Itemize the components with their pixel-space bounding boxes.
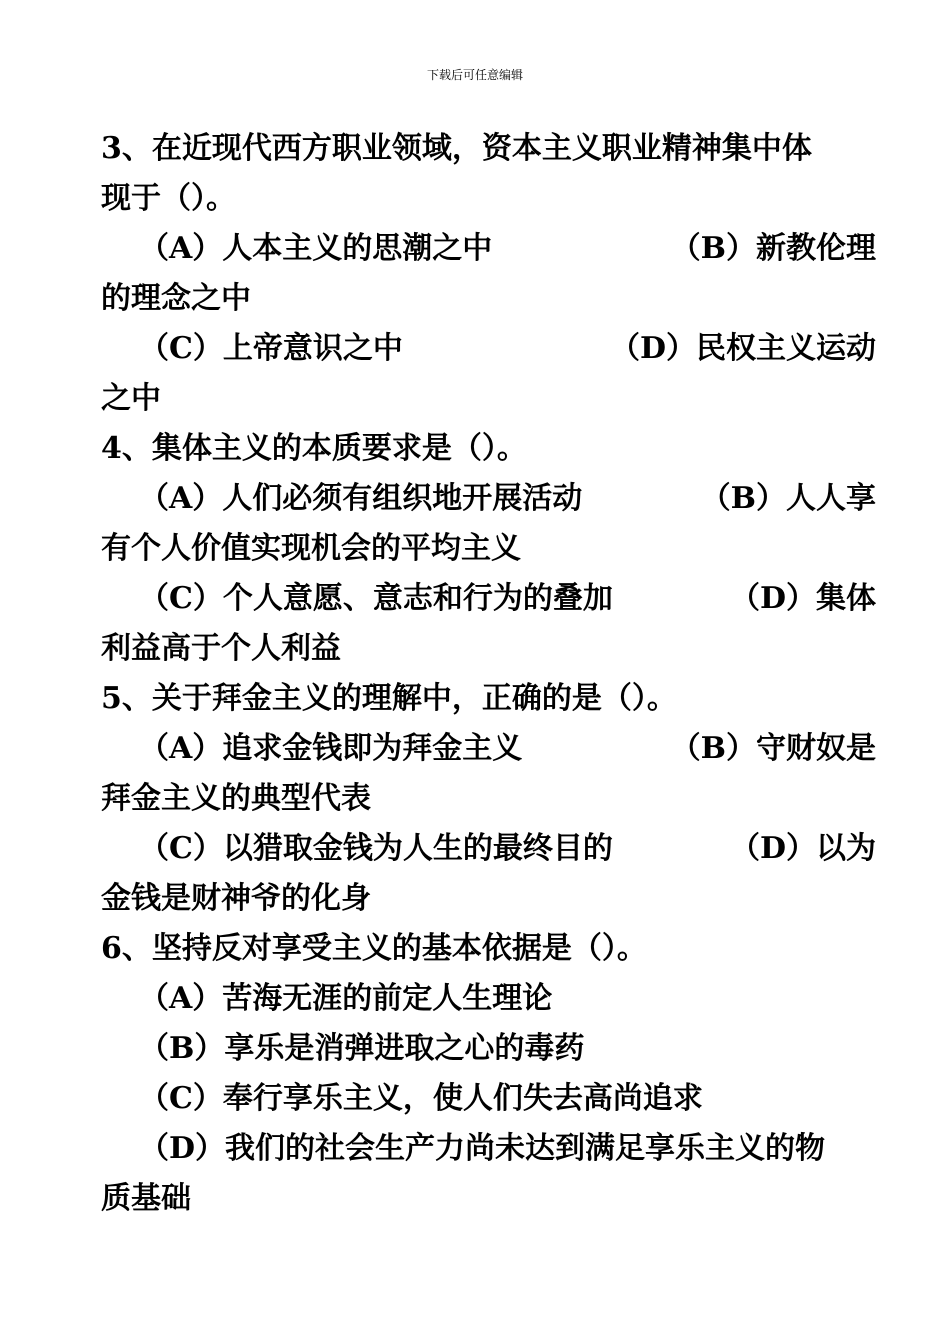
- question-6-option-d: （D）我们的社会生产力尚未达到满足享乐主义的物: [139, 1131, 826, 1166]
- question-3-option-d-continued: 之中: [101, 381, 161, 416]
- question-5-stem: 5、关于拜金主义的理解中，正确的是（）。: [101, 681, 677, 716]
- question-6-stem: 6、坚持反对享受主义的基本依据是（）。: [101, 931, 647, 966]
- question-3-option-a: （A）人本主义的思潮之中: [139, 231, 493, 266]
- question-5-option-d-continued: 金钱是财神爷的化身: [101, 881, 371, 916]
- question-3-option-c: （C）上帝意识之中: [139, 331, 403, 366]
- question-5-options-ab: [101, 724, 876, 774]
- question-4-options-cd: [101, 574, 876, 624]
- page-header: 下载后可任意编辑: [426, 68, 523, 82]
- question-6-option-c: （C）奉行享乐主义，使人们失去高尚追求: [139, 1081, 703, 1116]
- document-body: [101, 124, 876, 1224]
- question-4-option-d-continued: 利益高于个人利益: [101, 631, 341, 666]
- question-6-option-d-continued: 质基础: [101, 1181, 191, 1216]
- question-3-stem-line-1: 3、在近现代西方职业领域，资本主义职业精神集中体: [101, 131, 812, 166]
- question-4-stem: 4、集体主义的本质要求是（）。: [101, 431, 527, 466]
- question-3-options-cd: [101, 324, 876, 374]
- question-4-options-ab: [101, 474, 876, 524]
- question-4-option-d: （D）集体: [729, 581, 876, 616]
- question-3-option-b: （B）新教伦理: [670, 231, 876, 266]
- question-6-option-a: （A）苦海无涯的前定人生理论: [139, 981, 553, 1016]
- question-5-options-cd: [101, 824, 876, 874]
- question-5-option-b: （B）守财奴是: [670, 731, 876, 766]
- question-4-option-b-continued: 有个人价值实现机会的平均主义: [101, 531, 521, 566]
- question-3-option-d: （D）民权主义运动: [609, 331, 876, 366]
- question-5-option-c: （C）以猎取金钱为人生的最终目的: [139, 831, 613, 866]
- question-3-stem-line-2: 现于（）。: [101, 181, 236, 216]
- question-3-options-ab: [101, 224, 876, 274]
- question-6-option-b: （B）享乐是消弹进取之心的毒药: [139, 1031, 585, 1066]
- question-4-option-a: （A）人们必须有组织地开展活动: [139, 481, 583, 516]
- question-5-option-a: （A）追求金钱即为拜金主义: [139, 731, 523, 766]
- question-5-option-d: （D）以为: [729, 831, 876, 866]
- question-4-option-c: （C）个人意愿、意志和行为的叠加: [139, 581, 613, 616]
- question-5-option-b-continued: 拜金主义的典型代表: [101, 781, 371, 816]
- question-3-option-b-continued: 的理念之中: [101, 281, 251, 316]
- question-4-option-b: （B）人人享: [700, 481, 876, 516]
